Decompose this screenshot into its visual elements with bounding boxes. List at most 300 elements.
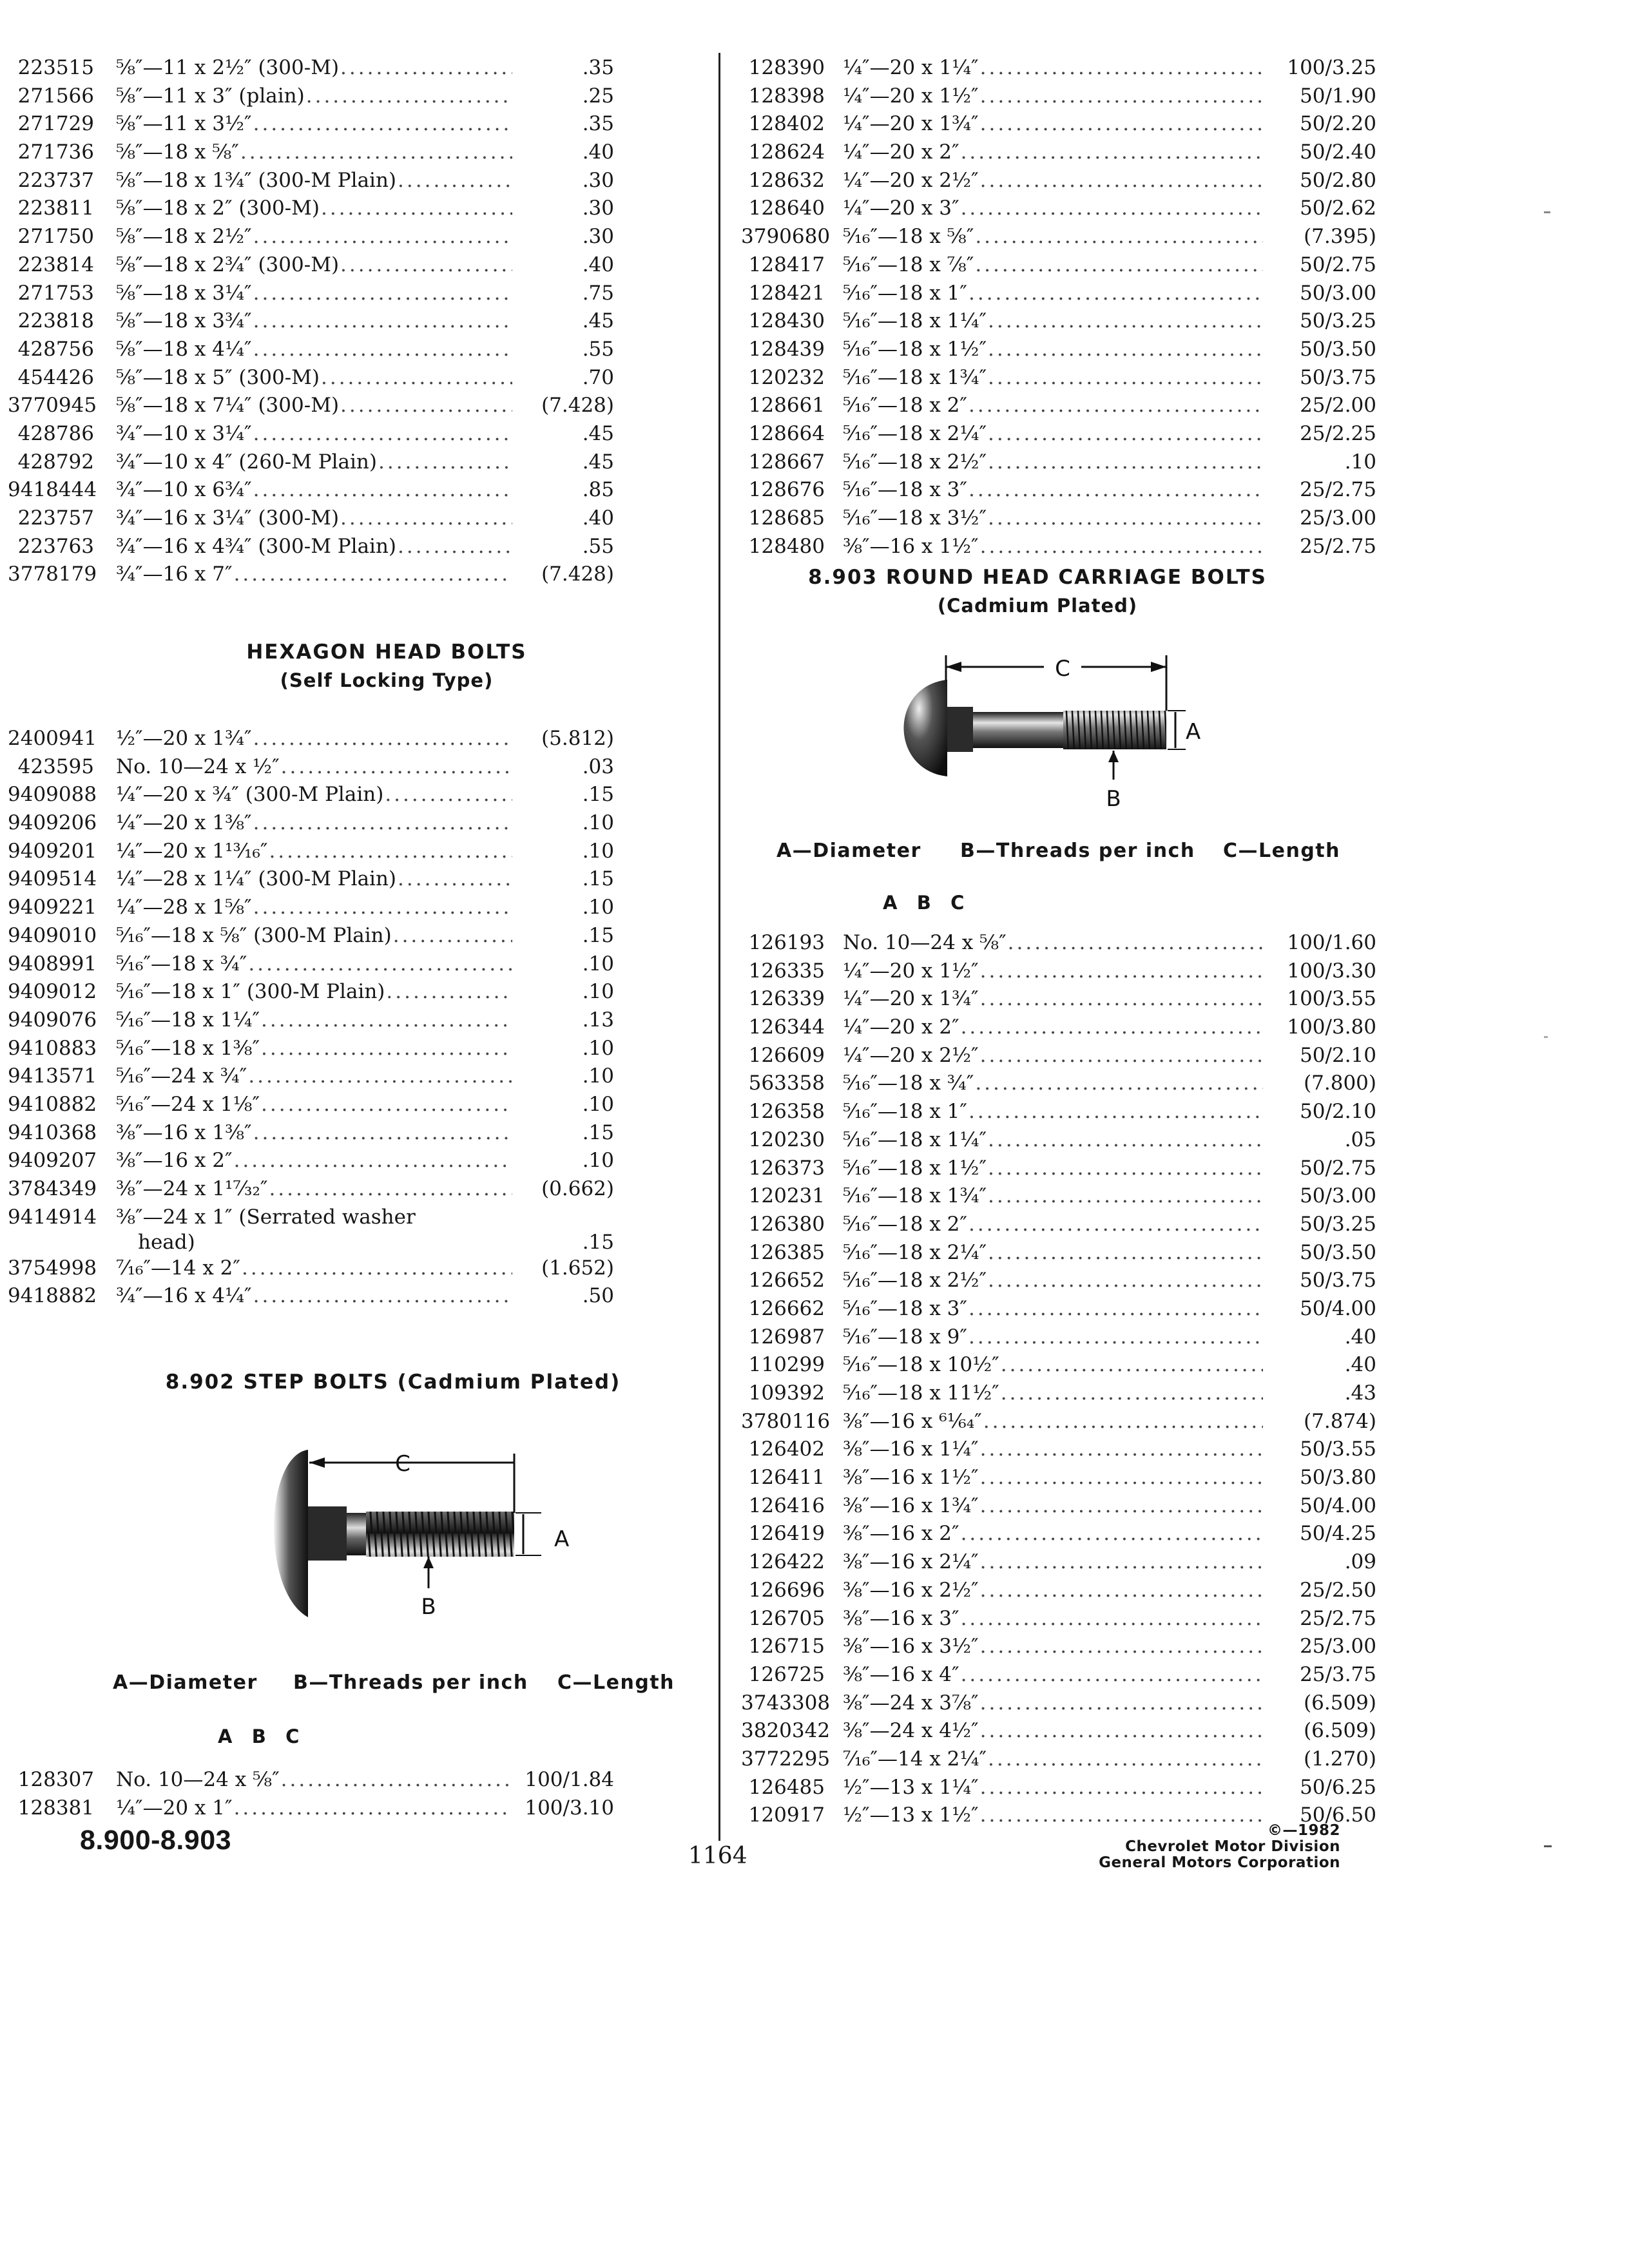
part-price: (6.509) xyxy=(1304,1691,1376,1715)
part-price: 25/3.75 xyxy=(1300,1662,1376,1686)
part-description xyxy=(843,1464,1263,1492)
part-row xyxy=(8,505,626,533)
part-number: 128390 xyxy=(748,56,825,79)
dot-leader xyxy=(979,1577,1263,1605)
part-description xyxy=(843,1605,1263,1633)
legend-b-threads: B—Threads per inch xyxy=(293,1671,528,1694)
parts-list-right-top xyxy=(741,54,1385,561)
part-description-text: ⁵⁄₁₆″—18 x ⅝″ xyxy=(843,225,974,249)
part-description xyxy=(843,223,1263,251)
part-number: 223814 xyxy=(17,253,94,276)
dot-leader xyxy=(267,1175,512,1204)
part-row xyxy=(8,1254,626,1283)
part-description-text: ½″—13 x 1¼″ xyxy=(843,1775,979,1799)
dot-leader xyxy=(320,364,512,392)
part-description xyxy=(116,1006,512,1035)
part-row xyxy=(8,1119,626,1148)
part-description-text: ¾″—10 x 3¼″ xyxy=(116,421,252,445)
part-description-text: ¼″—20 x 2″ xyxy=(843,1015,959,1039)
part-price: .25 xyxy=(582,84,614,108)
dot-leader xyxy=(979,957,1263,986)
section-code: 8.900-8.903 xyxy=(80,1825,232,1856)
part-description xyxy=(116,978,512,1006)
part-row xyxy=(8,420,626,448)
part-price: 50/6.25 xyxy=(1300,1775,1376,1799)
part-description xyxy=(843,1492,1263,1521)
dot-leader xyxy=(1007,929,1263,957)
part-price: 25/3.00 xyxy=(1300,1635,1376,1658)
part-description xyxy=(116,110,512,139)
part-description-text: ⁵⁄₁₆″—18 x 11½″ xyxy=(843,1381,999,1405)
part-number: 9410883 xyxy=(8,1036,97,1060)
part-description-text: ⁵⁄₁₆″—18 x 1¾″ xyxy=(843,365,987,389)
part-description-text: ⁵⁄₁₆″—18 x 1¼″ xyxy=(843,309,987,333)
part-number: 128398 xyxy=(748,84,825,108)
part-row xyxy=(8,1062,626,1091)
dot-leader xyxy=(252,1119,512,1148)
part-description-text: ⅜″—16 x 2″ xyxy=(116,1149,233,1173)
part-row xyxy=(8,167,626,195)
part-number: 128417 xyxy=(748,253,825,276)
part-row xyxy=(741,1633,1385,1661)
part-number: 3780116 xyxy=(741,1409,831,1433)
part-row xyxy=(8,139,626,167)
part-price: .35 xyxy=(582,112,614,136)
part-number: 9409206 xyxy=(8,811,97,835)
part-description xyxy=(843,1379,1263,1408)
dot-leader xyxy=(280,1766,512,1794)
part-price: 50/2.20 xyxy=(1300,112,1376,136)
part-description-text: ⁵⁄₁₆″—24 x ¾″ xyxy=(116,1064,247,1088)
part-number: 428792 xyxy=(17,450,94,474)
part-price: 50/2.10 xyxy=(1300,1043,1376,1067)
part-description-text: ¼″—20 x 1½″ xyxy=(843,959,979,983)
part-description xyxy=(116,753,512,782)
part-description-text: ⅝″—18 x ⅝″ xyxy=(116,140,239,164)
part-description-text: ⅜″—16 x 3½″ xyxy=(843,1635,979,1658)
part-number: 126419 xyxy=(748,1522,825,1546)
part-number: 9418882 xyxy=(8,1284,97,1308)
part-number: 3743308 xyxy=(741,1691,831,1715)
part-description-text: ⅝″—18 x 3¾″ xyxy=(116,309,252,333)
part-description xyxy=(116,1035,512,1063)
part-price: 50/3.55 xyxy=(1300,1437,1376,1461)
part-row xyxy=(741,54,1385,82)
part-price: .10 xyxy=(582,896,614,919)
part-price: 25/2.25 xyxy=(1300,421,1376,445)
part-number: 128632 xyxy=(748,168,825,192)
part-description-text: ⅝″—18 x 2¾″ (300-M) xyxy=(116,253,340,276)
part-price: 100/1.60 xyxy=(1287,931,1376,954)
part-description-text: ¼″—20 x 3″ xyxy=(843,197,959,220)
dot-leader xyxy=(959,1661,1263,1689)
part-description xyxy=(843,1323,1263,1352)
part-row xyxy=(8,392,626,420)
part-description-text: ⁵⁄₁₆″—18 x 3½″ xyxy=(843,506,987,530)
part-description-text: ⁵⁄₁₆″—18 x 1″ (300-M Plain) xyxy=(116,980,385,1004)
part-price: (0.662) xyxy=(541,1177,614,1200)
part-description-text: ⁵⁄₁₆″—18 x 10½″ xyxy=(843,1353,999,1377)
part-number: 110299 xyxy=(748,1353,825,1377)
part-description-text: ⅜″—24 x 1″ (Serrated washer xyxy=(116,1205,416,1229)
dot-leader xyxy=(233,561,512,589)
part-description xyxy=(116,1766,512,1794)
part-description-text: ⅝″—18 x 7¼″ (300-M) xyxy=(116,394,340,418)
part-price: .70 xyxy=(582,365,614,389)
part-price: 100/3.55 xyxy=(1287,987,1376,1011)
part-number: 3784349 xyxy=(8,1177,97,1200)
parts-list-carriage-bolts xyxy=(741,929,1385,1830)
part-description-text: ⁵⁄₁₆″—18 x 2″ xyxy=(843,1212,967,1236)
part-description-text: ⅜″—16 x 3″ xyxy=(843,1606,959,1630)
part-description-text: ⁵⁄₁₆″—18 x 1″ xyxy=(843,1100,967,1124)
part-price: .55 xyxy=(582,337,614,361)
dot-leader xyxy=(967,1098,1263,1126)
dot-leader xyxy=(252,809,512,838)
part-description-text: ⁵⁄₁₆″—18 x 1⅜″ xyxy=(116,1036,260,1060)
part-description-text: ⁷⁄₁₆″—14 x 2¼″ xyxy=(843,1747,987,1771)
part-description-text: ¼″—20 x ¾″ (300-M Plain) xyxy=(116,783,384,807)
part-row xyxy=(8,110,626,139)
part-description xyxy=(843,364,1263,392)
scan-speck xyxy=(1544,1845,1552,1847)
part-description-text: ¼″—20 x 1⅜″ xyxy=(116,811,252,835)
part-description-text: ⁵⁄₁₆″—24 x 1⅛″ xyxy=(116,1092,260,1116)
part-description-text: ⁵⁄₁₆″—18 x 2″ xyxy=(843,394,967,418)
part-price: 25/3.00 xyxy=(1300,506,1376,530)
part-description-text: ¼″—28 x 1¼″ (300-M Plain) xyxy=(116,867,397,891)
dot-leader xyxy=(247,1062,512,1091)
bolt-shank-shape xyxy=(347,1513,366,1555)
dot-leader xyxy=(267,838,512,866)
part-price: .40 xyxy=(582,506,614,530)
part-row xyxy=(8,1091,626,1119)
dot-leader xyxy=(979,1436,1263,1464)
part-row xyxy=(741,1689,1385,1718)
parts-list-hexagon xyxy=(8,725,626,1311)
part-row xyxy=(8,1766,626,1794)
part-number: 128624 xyxy=(748,140,825,164)
part-price: 50/3.50 xyxy=(1300,1240,1376,1264)
carriage-square-neck xyxy=(947,707,973,752)
part-price: .55 xyxy=(582,534,614,558)
part-description xyxy=(116,533,512,561)
part-description xyxy=(116,1794,512,1823)
part-number: 120230 xyxy=(748,1128,825,1151)
part-price: .50 xyxy=(582,1284,614,1308)
part-price: 25/2.75 xyxy=(1300,478,1376,502)
part-row xyxy=(741,1492,1385,1521)
part-row xyxy=(741,82,1385,111)
part-row xyxy=(8,561,626,589)
dot-leader xyxy=(979,1689,1263,1718)
publisher-credit xyxy=(1095,1823,1340,1871)
part-description xyxy=(843,1351,1263,1379)
part-number: 9418444 xyxy=(8,478,97,502)
part-price: .09 xyxy=(1344,1550,1376,1574)
dot-leader xyxy=(233,1147,512,1175)
part-price: .35 xyxy=(582,56,614,79)
part-price: 50/4.00 xyxy=(1300,1296,1376,1320)
carriage-column-key-abc: A B C xyxy=(883,892,965,914)
part-price: (7.428) xyxy=(541,562,614,586)
part-description xyxy=(843,1126,1263,1155)
bolt-shoulder-shape xyxy=(308,1506,347,1561)
part-description xyxy=(116,195,512,223)
figure-label-c: C xyxy=(395,1451,410,1477)
part-number: 128640 xyxy=(748,197,825,220)
part-description xyxy=(116,54,512,82)
part-description xyxy=(843,1717,1263,1745)
part-number: 9413571 xyxy=(8,1064,97,1088)
part-description-text: ⁵⁄₁₆″—18 x ⅝″ (300-M Plain) xyxy=(116,923,392,947)
dot-leader xyxy=(987,505,1263,533)
part-row xyxy=(741,1211,1385,1239)
part-price: .05 xyxy=(1344,1128,1376,1151)
part-description xyxy=(843,1661,1263,1689)
part-row xyxy=(741,1098,1385,1126)
column-key-abc: A B C xyxy=(218,1725,300,1747)
dot-leader xyxy=(987,1239,1263,1267)
part-row xyxy=(741,195,1385,223)
part-description-text: ¼″—20 x 1½″ xyxy=(843,84,979,108)
part-price: .10 xyxy=(582,1149,614,1173)
part-row xyxy=(741,110,1385,139)
part-description-text: ⁵⁄₁₆″—18 x 3″ xyxy=(843,478,967,502)
part-number: 128402 xyxy=(748,112,825,136)
part-row xyxy=(8,448,626,477)
dot-leader xyxy=(979,167,1263,195)
part-number: 120232 xyxy=(748,365,825,389)
part-description-text: ½″—20 x 1¾″ xyxy=(116,727,252,750)
part-price: (7.395) xyxy=(1304,225,1376,249)
part-row xyxy=(741,364,1385,392)
part-description xyxy=(116,809,512,838)
part-row xyxy=(8,1006,626,1035)
dot-leader xyxy=(967,476,1263,505)
dot-leader xyxy=(260,1006,512,1035)
part-price: 50/2.80 xyxy=(1300,168,1376,192)
part-description-text: ⁵⁄₁₆″—18 x 1″ xyxy=(843,281,967,305)
dot-leader xyxy=(305,82,512,111)
part-row xyxy=(741,533,1385,561)
dot-leader xyxy=(967,1211,1263,1239)
part-number: 126339 xyxy=(748,987,825,1011)
dot-leader xyxy=(967,280,1263,308)
part-price: 100/1.84 xyxy=(525,1768,614,1791)
carriage-figure-label-c: C xyxy=(1055,656,1070,682)
part-description-text: ¼″—20 x 1¾″ xyxy=(843,112,979,136)
part-price: .85 xyxy=(582,478,614,502)
part-price: 25/2.00 xyxy=(1300,394,1376,418)
carriage-figure-label-a: A xyxy=(1186,719,1201,745)
part-number: 126416 xyxy=(748,1494,825,1517)
part-description-text: ⅝″—18 x 4¼″ xyxy=(116,337,252,361)
part-description xyxy=(116,1091,512,1119)
dot-leader xyxy=(396,167,512,195)
part-description xyxy=(116,505,512,533)
part-description xyxy=(116,420,512,448)
dot-leader xyxy=(974,251,1263,280)
part-description xyxy=(116,280,512,308)
dot-leader xyxy=(252,1282,512,1311)
dot-leader xyxy=(974,1070,1263,1098)
part-description xyxy=(116,307,512,336)
parts-list-step-bolts xyxy=(8,1766,626,1822)
part-description xyxy=(843,1098,1263,1126)
part-price: .40 xyxy=(1344,1325,1376,1349)
part-number: 3772295 xyxy=(741,1747,831,1771)
dot-leader xyxy=(959,1014,1263,1042)
part-description xyxy=(116,1119,512,1148)
part-description xyxy=(843,1295,1263,1323)
part-number: 126662 xyxy=(748,1296,825,1320)
dot-leader xyxy=(252,476,512,505)
part-number: 126705 xyxy=(748,1606,825,1630)
dot-leader xyxy=(979,1492,1263,1521)
dot-leader xyxy=(979,1042,1263,1070)
part-price: 25/2.50 xyxy=(1300,1578,1376,1602)
part-row xyxy=(741,1295,1385,1323)
part-description-text: ⁵⁄₁₆″—18 x 2½″ xyxy=(843,1269,987,1293)
part-description xyxy=(116,364,512,392)
dot-leader xyxy=(979,533,1263,561)
dot-leader xyxy=(239,139,512,167)
dot-leader xyxy=(252,894,512,922)
part-row xyxy=(741,1267,1385,1295)
part-number: 9408991 xyxy=(8,952,97,975)
part-number: 126411 xyxy=(748,1466,825,1490)
part-row xyxy=(741,280,1385,308)
part-row xyxy=(8,865,626,894)
part-description-text: ⅝″—18 x 3¼″ xyxy=(116,281,252,305)
part-number: 126609 xyxy=(748,1043,825,1067)
dot-leader xyxy=(260,1091,512,1119)
part-description xyxy=(843,54,1263,82)
carriage-head-shape xyxy=(904,680,948,776)
part-description xyxy=(843,533,1263,561)
part-number: 3820342 xyxy=(741,1719,831,1743)
part-description xyxy=(116,781,512,809)
part-description-text: ⁵⁄₁₆″—18 x ¾″ xyxy=(116,952,247,975)
part-row xyxy=(741,1070,1385,1098)
part-description-text: ⅝″—11 x 2½″ (300-M) xyxy=(116,56,340,79)
part-price: .10 xyxy=(582,839,614,863)
dot-leader xyxy=(979,110,1263,139)
part-description-text: ⅜″—16 x 2½″ xyxy=(843,1578,979,1602)
part-description-text: ¼″—20 x 1¹³⁄₁₆″ xyxy=(116,839,268,863)
part-description xyxy=(843,448,1263,477)
dot-leader xyxy=(987,364,1263,392)
part-row xyxy=(741,1577,1385,1605)
part-row xyxy=(741,1774,1385,1802)
dot-leader xyxy=(987,1126,1263,1155)
part-row xyxy=(8,307,626,336)
part-row xyxy=(741,139,1385,167)
dot-leader xyxy=(979,1717,1263,1745)
part-row xyxy=(8,781,626,809)
dot-leader xyxy=(999,1379,1263,1408)
part-price: 50/4.25 xyxy=(1300,1522,1376,1546)
part-description-text: ⅝″—11 x 3″ (plain) xyxy=(116,84,305,108)
page-number: 1164 xyxy=(688,1843,747,1869)
part-description xyxy=(116,251,512,280)
dot-leader xyxy=(396,533,512,561)
part-price: 50/3.50 xyxy=(1300,337,1376,361)
part-number: 271750 xyxy=(17,225,94,249)
part-description-text: ¾″—16 x 4¾″ (300-M Plain) xyxy=(116,534,397,558)
part-row xyxy=(741,392,1385,420)
part-row xyxy=(741,1323,1385,1352)
part-description xyxy=(116,950,512,979)
part-row xyxy=(8,1282,626,1311)
part-number: 3754998 xyxy=(8,1256,97,1280)
part-description xyxy=(116,865,512,894)
bolt-thread-shape xyxy=(366,1512,514,1557)
dot-leader xyxy=(959,139,1263,167)
part-description xyxy=(843,307,1263,336)
part-description xyxy=(116,167,512,195)
dot-leader xyxy=(959,195,1263,223)
part-description-text: ¼″—20 x 1″ xyxy=(116,1796,233,1820)
part-description xyxy=(116,82,512,111)
part-number: 428756 xyxy=(17,337,94,361)
part-row xyxy=(8,753,626,782)
part-number: 128430 xyxy=(748,309,825,333)
part-description xyxy=(843,505,1263,533)
part-description xyxy=(116,1204,512,1254)
dot-leader xyxy=(987,307,1263,336)
part-number: 120231 xyxy=(748,1184,825,1208)
part-price: 100/3.80 xyxy=(1287,1015,1376,1039)
part-number: 454426 xyxy=(17,365,94,389)
part-number: 9409201 xyxy=(8,839,97,863)
part-price: (1.652) xyxy=(541,1256,614,1280)
part-description-text: ⁵⁄₁₆″—18 x 2½″ xyxy=(843,450,987,474)
part-price: .10 xyxy=(582,1064,614,1088)
part-description xyxy=(116,1175,512,1204)
part-description xyxy=(843,1070,1263,1098)
part-description xyxy=(843,1408,1263,1436)
dot-leader xyxy=(979,54,1263,82)
part-price: (7.800) xyxy=(1304,1072,1376,1095)
part-price: 100/3.25 xyxy=(1287,56,1376,79)
legend-c-length: C—Length xyxy=(557,1671,675,1694)
dot-leader xyxy=(979,1548,1263,1577)
part-row xyxy=(741,307,1385,336)
part-description-text: ⅜″—16 x 1¼″ xyxy=(843,1437,979,1461)
part-number: 223811 xyxy=(17,197,94,220)
part-description xyxy=(843,957,1263,986)
part-description-text: ¼″—20 x 1¾″ xyxy=(843,987,979,1011)
part-price: (1.270) xyxy=(1304,1747,1376,1771)
part-price: .15 xyxy=(582,783,614,807)
part-description-text: ⅝″—18 x 5″ (300-M) xyxy=(116,365,320,389)
dot-leader xyxy=(979,1464,1263,1492)
part-price: .10 xyxy=(1344,450,1376,474)
dot-leader xyxy=(392,922,512,950)
figure-label-b: B xyxy=(421,1594,436,1620)
part-row xyxy=(8,838,626,866)
part-row xyxy=(741,1605,1385,1633)
part-price: .10 xyxy=(582,811,614,835)
part-description-text: No. 10—24 x ⅝″ xyxy=(116,1768,280,1791)
part-row xyxy=(741,1436,1385,1464)
copyright-line: ©—1982 xyxy=(1267,1822,1340,1839)
part-description-text: ⅜″—16 x 1½″ xyxy=(843,1466,979,1490)
part-price: (5.812) xyxy=(541,727,614,750)
part-row xyxy=(8,809,626,838)
